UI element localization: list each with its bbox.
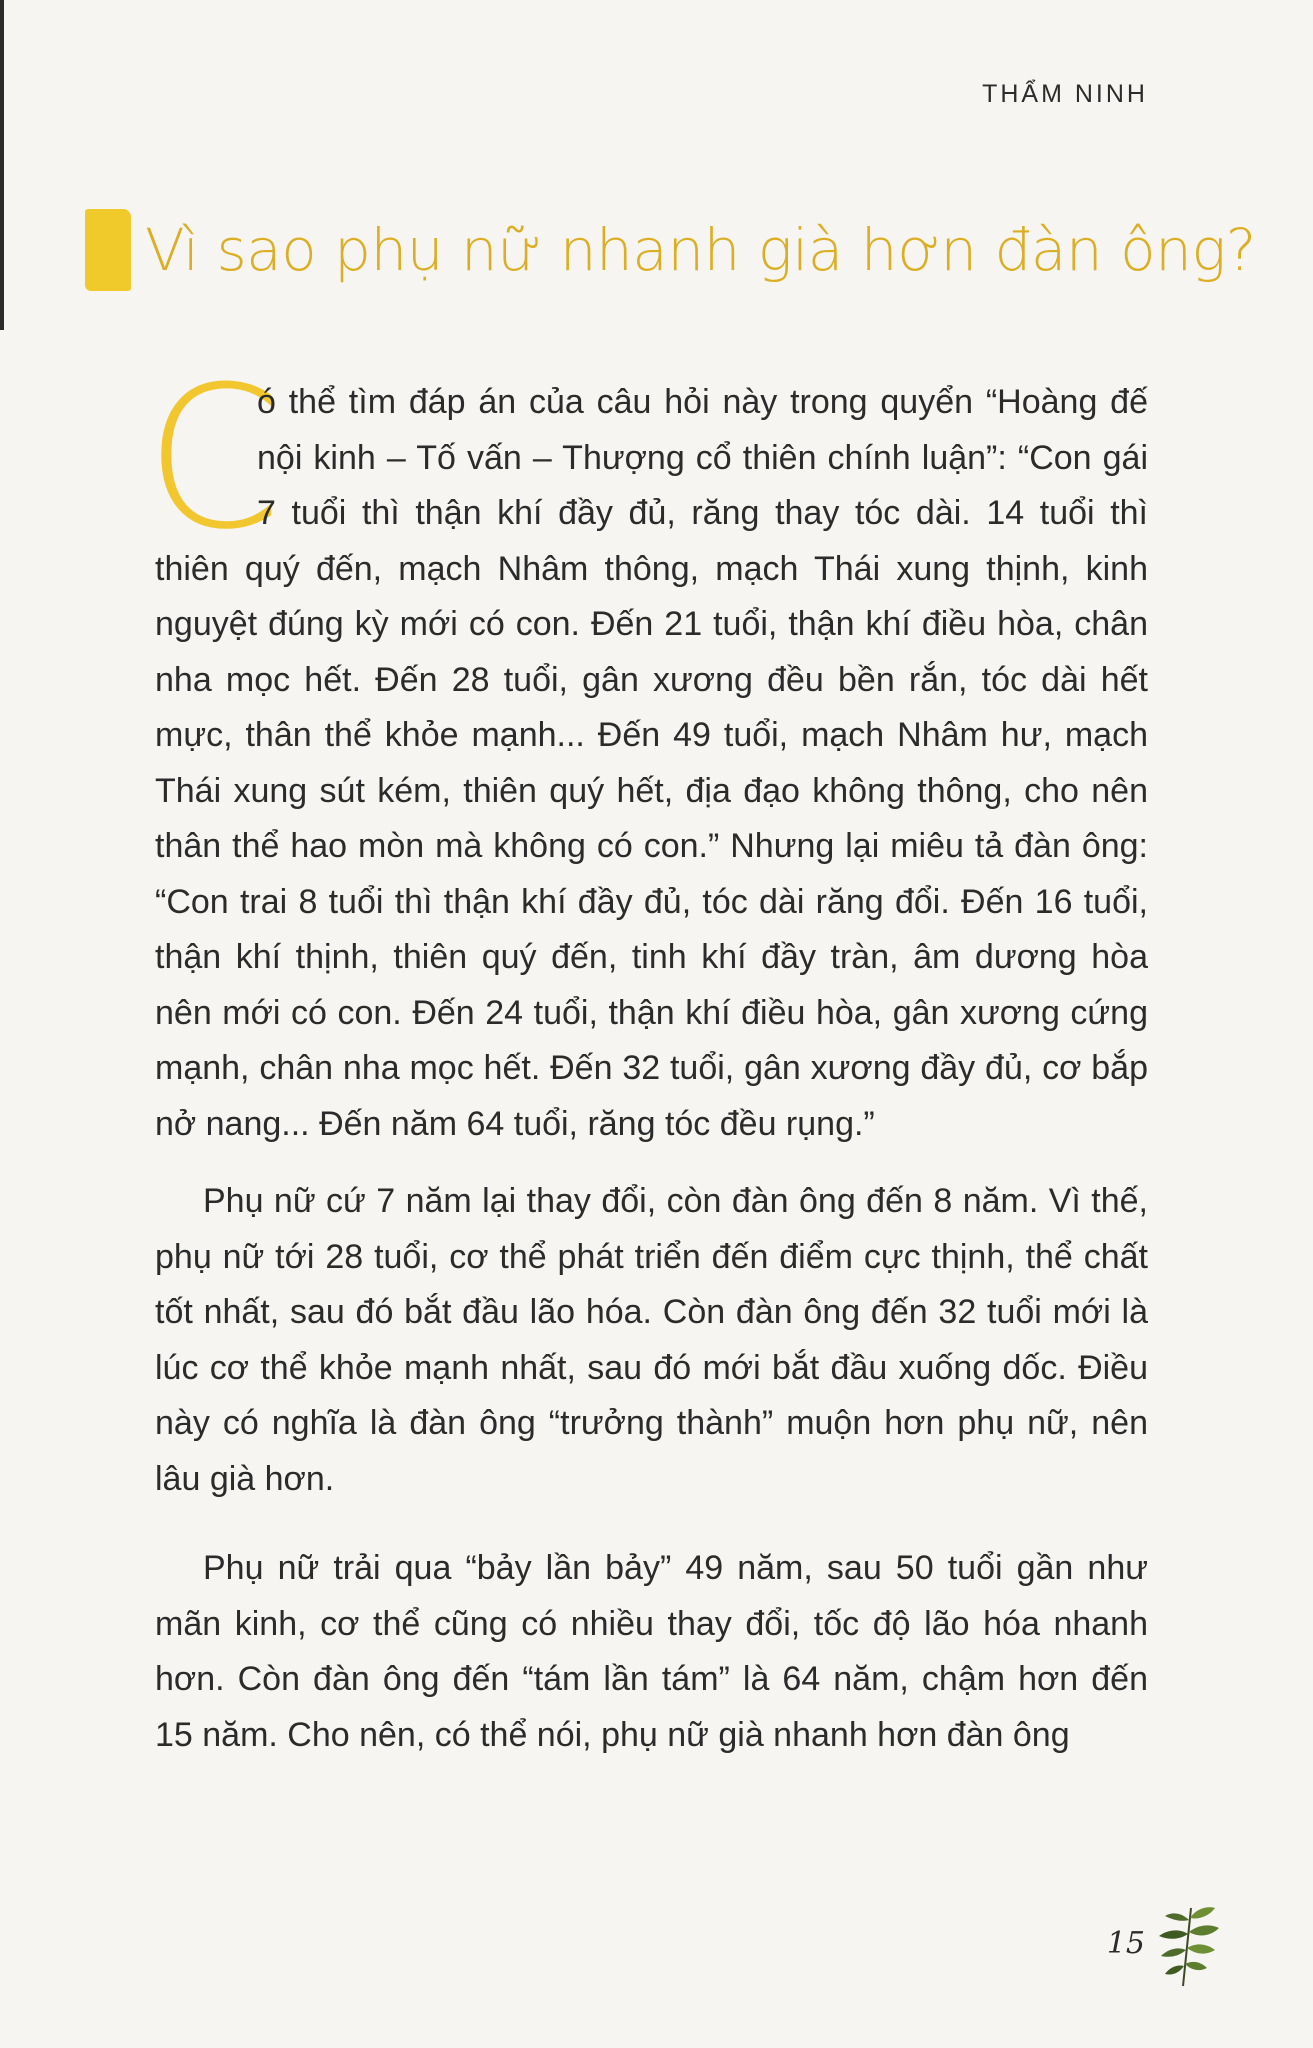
title-marker-block — [85, 209, 131, 291]
leaf-sprig-icon — [1153, 1898, 1223, 1988]
paragraph-2: Phụ nữ cứ 7 năm lại thay đổi, còn đàn ông đến 8 năm. Vì thế, phụ nữ tới 28 tuổi, cơ thể phát triển đến điểm cực thịnh, thể chất tốt nhất, sau đó bắt đầu lão hóa. Còn đàn ông đến 32 tuổi mới là lúc cơ thể khỏe mạnh nhất, sau đó mới bắt đầu xuống dốc. Điều này có nghĩa là đàn ông “trưởng thành” muộn hơn phụ nữ, nên lâu già hơn. — [155, 1182, 1148, 1498]
page-footer — [1107, 1898, 1223, 1988]
drop-cap: C — [145, 345, 282, 573]
paragraph-1 — [145, 345, 1148, 1152]
chapter-heading — [85, 200, 1256, 300]
chapter-title: Vì sao phụ nữ nhanh già hơn đàn ông? — [145, 216, 1256, 284]
paragraph-3: Phụ nữ trải qua “bảy lần bảy” 49 năm, sau 50 tuổi gần như mãn kinh, cơ thể cũng có nhiều thay đổi, tốc độ lão hóa nhanh hơn. Còn đàn ông đến “tám lần tám” là 64 năm, chậm hơn đến 15 năm. Cho nên, có thể nói, phụ nữ già nhanh hơn đàn ông — [155, 1549, 1148, 1754]
running-header: THẨM NINH — [982, 80, 1148, 108]
paragraph-1-text: ó thể tìm đáp án của câu hỏi này trong quyển “Hoàng đế nội kinh – Tố vấn – Thượng cổ thiên chính luận”: “Con gái 7 tuổi thì thận khí đầy đủ, răng thay tóc dài. 14 tuổi thì thiên quý đến, mạch Nhâm thông, mạch Thái xung thịnh, kinh nguyệt đúng kỳ mới có con. Đến 21 tuổi, thận khí điều hòa, chân nha mọc hết. Đến 28 tuổi, gân xương đều bền rắn, tóc dài hết mực, thân thể khỏe mạnh... Đến 49 tuổi, mạch Nhâm hư, mạch Thái xung sút kém, thiên quý hết, địa đạo không thông, cho nên thân thể hao mòn mà không có con.” Nhưng lại miêu tả đàn ông: “Con trai 8 tuổi thì thận khí đầy đủ, tóc dài răng đổi. Đến 16 tuổi, thận khí thịnh, thiên quý đến, tinh khí đầy tràn, âm dương hòa nên mới có con. Đến 24 tuổi, thận khí điều hòa, gân xương cứng mạnh, chân nha mọc hết. Đến 32 tuổi, gân xương đầy đủ, cơ bắp nở nang... Đến năm 64 tuổi, răng tóc đều rụng.” — [155, 383, 1148, 1143]
body-text — [145, 345, 1148, 1797]
page-binding-edge — [0, 0, 4, 330]
page-number: 15 — [1106, 1925, 1145, 1961]
